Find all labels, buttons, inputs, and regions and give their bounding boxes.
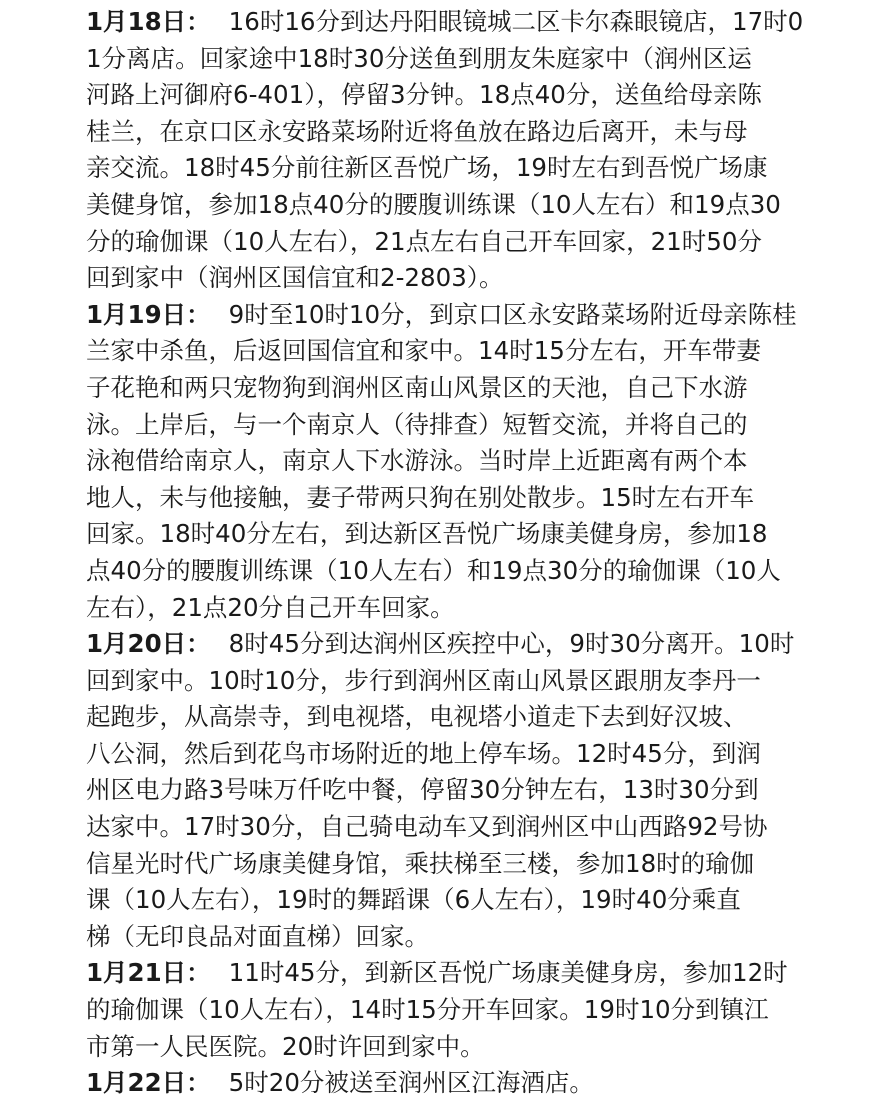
entry-text: 八公洞，然后到花鸟市场附近的地上停车场。12时45分，到润: [86, 738, 761, 768]
entry-date: 1月22日：: [86, 1068, 211, 1098]
entry-text: 河路上河御府6-401），停留3分钟。18点40分，送鱼给母亲陈: [86, 80, 762, 110]
entry-text: 州区电力路3号味万仟吃中餐，停留30分钟左右，13时30分到: [86, 775, 759, 805]
entry-text: 泳。上岸后，与一个南京人（待排查）短暂交流，并将自己的: [86, 409, 748, 439]
entry-jan-18: [86, 4, 855, 297]
entry-date: 1月21日：: [86, 958, 211, 988]
entry-text: 信星光时代广场康美健身馆，乘扶梯至三楼，参加18时的瑜伽: [86, 848, 755, 878]
entry-text: 地人，未与他接触，妻子带两只狗在别处散步。15时左右开车: [86, 482, 755, 512]
entry-jan-20: [86, 626, 855, 955]
entry-text: 梯（无印良品对面直梯）回家。: [86, 921, 429, 951]
entry-first-line: [86, 297, 855, 334]
entry-text: 子花艳和两只宠物狗到润州区南山风景区的天池，自己下水游: [86, 372, 748, 402]
entry-date: 1月20日：: [86, 629, 211, 659]
entry-text: 桂兰，在京口区永安路菜场附近将鱼放在路边后离开，未与母: [86, 116, 748, 146]
entry-text: 1分离店。回家途中18时30分送鱼到朋友朱庭家中（润州区运: [86, 43, 752, 73]
entry-first-line: [86, 1065, 855, 1102]
entry-text: 11时45分，到新区吾悦广场康美健身房，参加12时: [228, 958, 788, 988]
entry-text: 点40分的腰腹训练课（10人左右）和19点30分的瑜伽课（10人: [86, 555, 781, 585]
entry-text: 市第一人民医院。20时许回到家中。: [86, 1031, 485, 1061]
entry-text: 课（10人左右），19时的舞蹈课（6人左右），19时40分乘直: [86, 885, 741, 915]
entry-jan-22: [86, 1065, 855, 1102]
entry-text: 泳袍借给南京人，南京人下水游泳。当时岸上近距离有两个本: [86, 446, 748, 476]
entry-first-line: [86, 955, 855, 992]
entry-text: 左右），21点20分自己开车回家。: [86, 592, 455, 622]
entry-jan-21: [86, 955, 855, 1065]
entry-text: 回到家中（润州区国信宜和2-2803）。: [86, 263, 504, 293]
entry-text: 兰家中杀鱼，后返回国信宜和家中。14时15分左右，开车带妻: [86, 336, 761, 366]
entry-text: 回家。18时40分左右，到达新区吾悦广场康美健身房，参加18: [86, 519, 768, 549]
entry-text: 分的瑜伽课（10人左右），21点左右自己开车回家，21时50分: [86, 226, 762, 256]
entry-first-line: [86, 626, 855, 663]
entry-text: 8时45分到达润州区疾控中心，9时30分离开。10时: [228, 629, 795, 659]
entry-text: 回到家中。10时10分，步行到润州区南山风景区跟朋友李丹一: [86, 665, 761, 695]
entry-text: 的瑜伽课（10人左右），14时15分开车回家。19时10分到镇江: [86, 995, 769, 1025]
entry-jan-19: [86, 297, 855, 626]
entry-date: 1月19日：: [86, 299, 211, 329]
entry-text: 9时至10时10分，到京口区永安路菜场附近母亲陈桂: [228, 299, 797, 329]
entry-text: 16时16分到达丹阳眼镜城二区卡尔森眼镜店，17时0: [228, 7, 804, 36]
entry-first-line: [86, 4, 855, 41]
entry-text: 5时20分被送至润州区江海酒店。: [228, 1068, 594, 1098]
entry-text: 亲交流。18时45分前往新区吾悦广场，19时左右到吾悦广场康: [86, 153, 768, 183]
entry-text: 达家中。17时30分，自己骑电动车又到润州区中山西路92号协: [86, 812, 768, 842]
entry-text: 起跑步，从高崇寺，到电视塔，电视塔小道走下去到好汉坡、: [86, 702, 748, 732]
entry-date: 1月18日：: [86, 7, 211, 36]
entry-text: 美健身馆，参加18点40分的腰腹训练课（10人左右）和19点30: [86, 189, 781, 219]
